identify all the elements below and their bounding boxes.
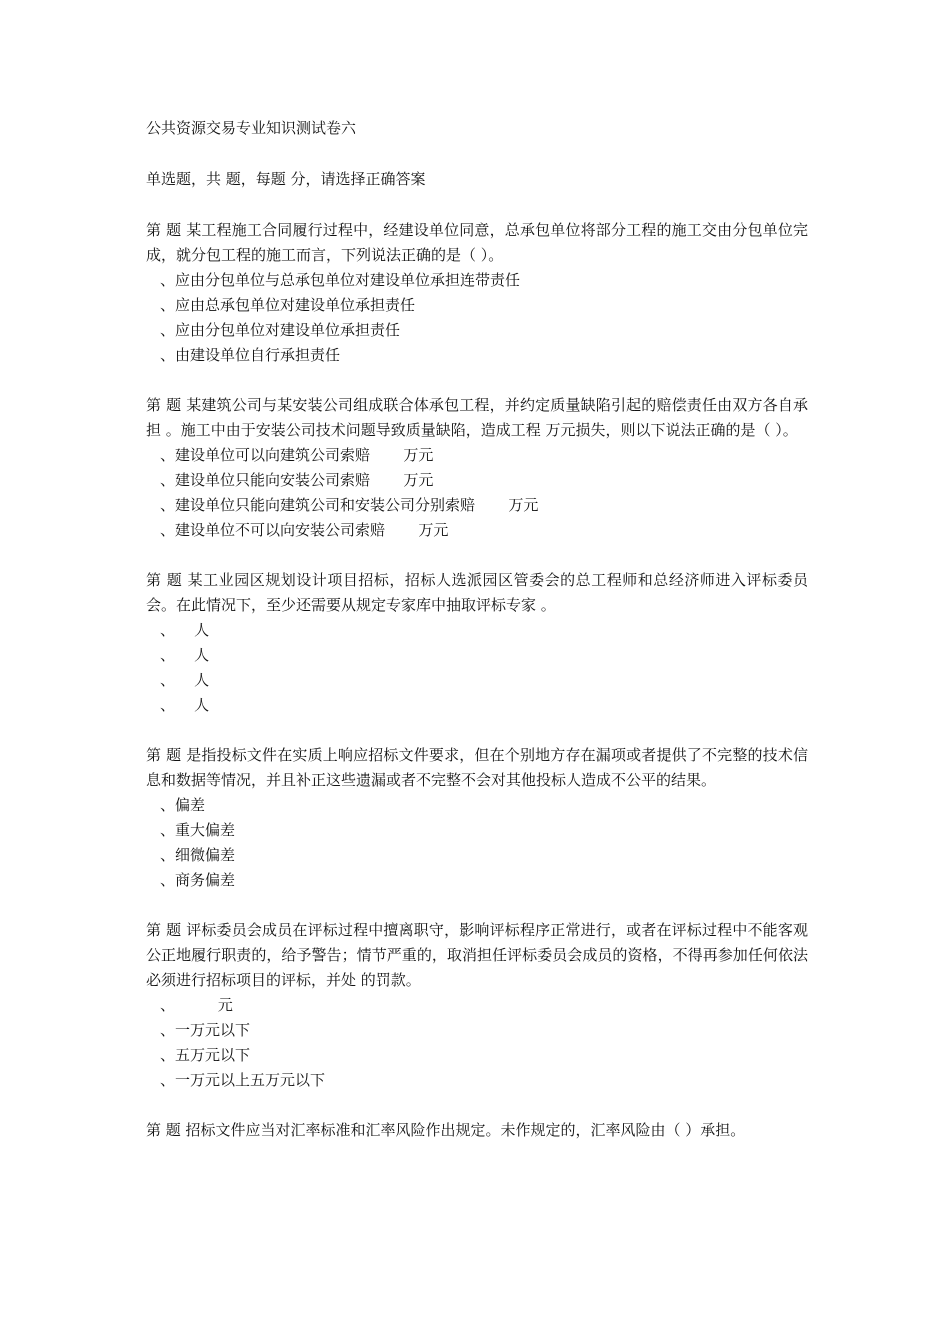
option-list xyxy=(146,618,808,718)
option-list xyxy=(146,268,808,368)
option-c: 、五万元以下 xyxy=(160,1046,251,1064)
question-stem: 第 题 评标委员会成员在评标过程中擅离职守，影响评标程序正常进行，或者在评标过程中不能客观公正地履行职责的，给予警告；情节严重的，取消担任评标委员会成员的资格，不得再参加任何依法必须进行招标项目的评标，并处 的罚款。 xyxy=(146,921,808,989)
question-stem: 第 题 是指投标文件在实质上响应招标文件要求，但在个别地方存在漏项或者提供了不完整的技术信息和数据等情况，并且补正这些遗漏或者不完整不会对其他投标人造成不公平的结果。 xyxy=(146,746,808,789)
option-c: 、建设单位只能向建筑公司和安装公司分别索赔 万元 xyxy=(160,496,539,514)
question-1 xyxy=(146,218,808,368)
option-c: 、应由分包单位对建设单位承担责任 xyxy=(160,321,401,339)
option-c: 、细微偏差 xyxy=(160,846,236,864)
question-stem: 第 题 某建筑公司与某安装公司组成联合体承包工程，并约定质量缺陷引起的赔偿责任由双方各自承担 。施工中由于安装公司技术问题导致质量缺陷，造成工程 万元损失，则以下说法正确的是（ ）。 xyxy=(146,396,808,439)
option-b: 、 人 xyxy=(160,646,210,664)
option-a: 、偏差 xyxy=(160,796,206,814)
question-6 xyxy=(146,1118,808,1143)
question-2 xyxy=(146,393,808,543)
document-page xyxy=(146,116,808,1168)
option-a: 、建设单位可以向建筑公司索赔 万元 xyxy=(160,446,434,464)
option-b: 、应由总承包单位对建设单位承担责任 xyxy=(160,296,416,314)
option-d: 、商务偏差 xyxy=(160,871,236,889)
option-a: 、 人 xyxy=(160,621,210,639)
option-d: 、 人 xyxy=(160,696,210,714)
option-list xyxy=(146,443,808,543)
question-5 xyxy=(146,918,808,1093)
option-a: 、 元 xyxy=(160,996,233,1014)
option-list xyxy=(146,993,808,1093)
question-4 xyxy=(146,743,808,893)
document-title: 公共资源交易专业知识测试卷六 xyxy=(146,119,357,137)
question-stem: 第 题 某工程施工合同履行过程中，经建设单位同意，总承包单位将部分工程的施工交由分包单位完成，就分包工程的施工而言，下列说法正确的是（ ）。 xyxy=(146,221,808,264)
option-list xyxy=(146,793,808,893)
option-a: 、应由分包单位与总承包单位对建设单位承担连带责任 xyxy=(160,271,521,289)
option-b: 、重大偏差 xyxy=(160,821,236,839)
section-intro: 单选题，共 题，每题 分，请选择正确答案 xyxy=(146,170,426,188)
option-d: 、建设单位不可以向安装公司索赔 万元 xyxy=(160,521,449,539)
question-stem: 第 题 招标文件应当对汇率标准和汇率风险作出规定。未作规定的，汇率风险由（ ）承担。 xyxy=(146,1121,746,1139)
option-d: 、由建设单位自行承担责任 xyxy=(160,346,341,364)
option-d: 、一万元以上五万元以下 xyxy=(160,1071,326,1089)
question-stem: 第 题 某工业园区规划设计项目招标，招标人选派园区管委会的总工程师和总经济师进入评标委员会。在此情况下，至少还需要从规定专家库中抽取评标专家 。 xyxy=(146,571,808,614)
question-3 xyxy=(146,568,808,718)
option-c: 、 人 xyxy=(160,671,210,689)
option-b: 、建设单位只能向安装公司索赔 万元 xyxy=(160,471,434,489)
option-b: 、一万元以下 xyxy=(160,1021,251,1039)
